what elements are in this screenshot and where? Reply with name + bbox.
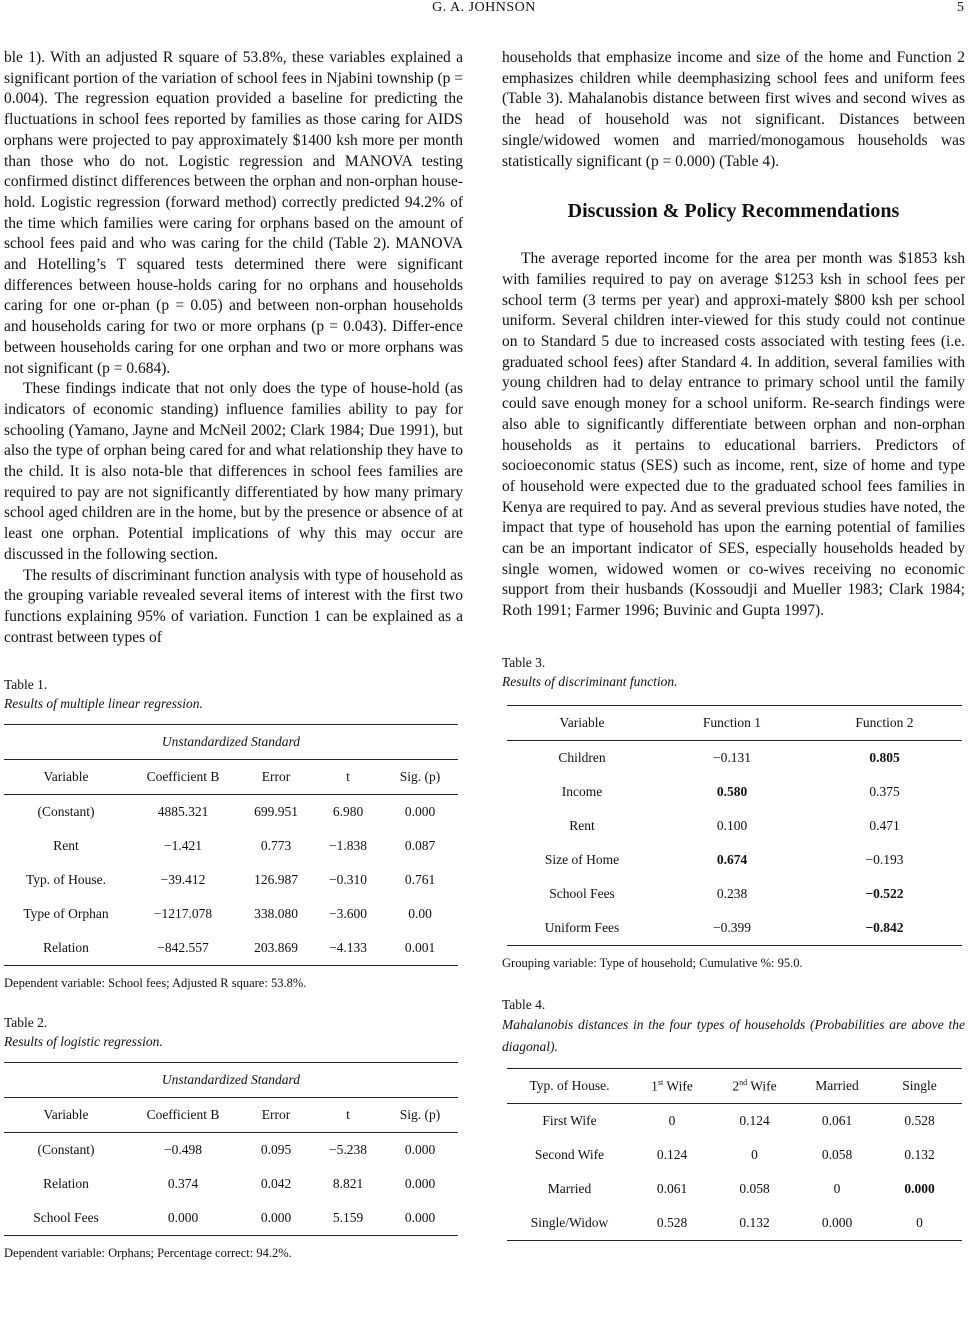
table-cell: −0.399 [713,919,751,935]
table-cell: −842.557 [157,940,209,956]
table-row [4,795,458,830]
table-1-title: Results of multiple linear regression. [4,696,203,712]
table-cell: 699.951 [254,804,298,820]
table-cell: 0 [751,1146,758,1162]
table-4-title-main: Mahalanobis distances in the four types of households [502,1016,806,1032]
table-row [507,1138,962,1172]
table-cell: 0.000 [404,1142,436,1158]
table-2-label: Table 2. [4,1015,48,1031]
table-1-note: Dependent variable: School fees; Adjusted R square: 53.8%. [4,976,307,991]
table-cell: (Constant) [37,1142,95,1158]
table-cell: 0.374 [167,1176,199,1192]
table-cell: Uniform Fees [544,919,620,935]
table-cell: 0.238 [716,885,748,901]
col-header-num: 2 [732,1078,740,1094]
table-cell: 0.100 [716,817,748,833]
table-2-header-row [4,1098,458,1133]
table-cell: School Fees [33,1210,99,1226]
col-header: Error [261,769,291,785]
col-header-text: Wife [747,1078,777,1094]
table-cell: 0.471 [869,817,900,833]
table-cell: 0.528 [904,1112,935,1128]
table-cell: 0.000 [260,1210,292,1226]
paragraph-discriminant: The results of discriminant function analysis with type of household as the grouping variable revealed several items of interest with the first two functions explaining 95% of variation. Function 1 can be explained as a contrast between types of [4,566,463,646]
table-row [4,1167,458,1201]
table-row [507,911,962,946]
table-cell: −5.238 [329,1142,367,1158]
col-header: t [346,1107,350,1123]
col-header: Variable [559,714,605,730]
table-cell: 0.773 [260,838,292,854]
table-cell: 0.061 [821,1112,853,1128]
table-cell: 0.000 [404,1210,436,1226]
table-row [507,1103,962,1138]
table-cell: Typ. of House. [25,872,107,888]
table-3 [502,653,965,971]
table-4 [502,995,965,1241]
table-cell: Rent [53,838,79,854]
table-cell: Single/Widow [530,1214,609,1230]
table-cell: Type of Orphan [23,906,109,922]
paragraph-discussion: The average reported income for the area per month was $1853 ksh with families required to pay on average $1253 ksh in school fees per school term (3 terms per year) and approxi-mately $800 ksh per school uniform. Several children inter-viewed for this study could not continue on to Standard 5 due to increased costs associated with testing fees (i.e. graduated school fees) after Standard 4. In addition, several families with young children had to delay entrance to primary school until the family could save enough money for a school uniform. Re-search findings were also able to significantly differentiate between orphan and non-orphan households as it pertains to educational barriers. Predictors of socioeconomic status (SES) such as income, rent, size of home and type of household were expected due to the graduated school fees families in Kenya are required to pay. And as several previous studies have noted, the impact that type of household has upon the earning potential of families can be an important indicator of SES, especially households headed by single women, widowed women or co-wives receiving no economic support from their husbands (Kossoudji and Mueller 1983; Clark 1984; Roth 1991; Farmer 1996; Buvinic and Gupta 1997). [502,250,965,620]
table-1-header-row [4,760,458,795]
table-row [507,1172,962,1206]
table-cell: Married [547,1180,592,1196]
table-row [4,829,458,863]
table-cell: Rent [569,817,595,833]
table-4-title: Mahalanobis distances in the four types of households (Probabilities are above the diagonal). [502,1016,965,1054]
table-cell: Second Wife [534,1146,605,1162]
table-3-label: Table 3. [502,654,546,670]
table-cell: Relation [43,1176,89,1192]
table-1-label: Table 1. [4,677,48,693]
table-cell: 0.042 [260,1176,292,1192]
table-cell: 0.132 [739,1214,770,1230]
table-cell: −0.193 [865,851,904,867]
table-2-note: Dependent variable: Orphans; Percentage correct: 94.2%. [4,1246,292,1261]
table-cell: −4.133 [329,940,367,956]
table-cell: −0.522 [865,885,904,901]
col-header: Sig. (p) [399,769,441,785]
table-row [4,1201,458,1236]
table-cell: 0.00 [408,906,432,922]
table-3-grid [507,705,962,946]
table-cell: 6.980 [332,804,364,820]
col-header: Coefficient B [146,1107,220,1123]
paragraph-continuation: ble 1). With an adjusted R square of 53.8%, these variables explained a significant portion of the variation of school fees in Njabini township (p = 0.004). The regression equation provided a baseline for predicting the fluctuations in school fees reported by families as those caring for AIDS orphans were projected to pay approximately $1400 ksh more per month than those who do not. Logistic regression and MANOVA testing confirmed distinct differences between the orphan and non-orphan house-hold. Logistic regression (forward method) correctly predicted 94.2% of the time which families were caring for orphans based on the amount of school fees paid and who was caring for the child (Table 2). MANOVA and Hotelling’s T squared tests determined there were significant differences between house-holds caring for no orphans and households caring for one or-phan (p = 0.05) and between non-orphan households and households caring for two or more orphans (p = 0.043). Differ-ence between households caring for one orphan and two or more orphans was not significant (p = 0.684). [4,49,464,377]
table-cell: 0.124 [739,1112,770,1128]
table-cell: 0.528 [656,1214,688,1230]
table-cell: Size of Home [544,851,620,867]
col-header [712,1068,797,1103]
table-cell: 0.761 [404,872,436,888]
col-header: Typ. of House. [529,1077,610,1093]
table-cell: −0.498 [164,1142,202,1158]
table-row [4,1133,458,1168]
table-cell: −1.421 [164,838,202,854]
table-1-group-header: Unstandardized Standard [4,725,458,760]
table-2-title: Results of logistic regression. [4,1034,163,1050]
table-cell: 0.095 [260,1142,292,1158]
table-4-title-note: Probabilities are above the diagonal [502,1016,965,1054]
col-header: Function 2 [855,714,914,730]
table-cell: 0 [668,1112,676,1128]
table-cell: −1217.078 [153,906,213,922]
col-header: t [346,769,350,785]
table-4-grid [507,1068,962,1241]
table-cell: −1.838 [329,838,367,854]
paragraph-continuation: households that emphasize income and size of the home and Function 2 emphasizes children while deemphasizing school fees and uniform fees (Table 3). Mahalanobis distance between first wives and second wives as the head of household was not significant. Distances between single/widowed women and married/monogamous households was statistically significant (p = 0.000) (Table 4). [502,49,965,170]
table-cell: 0.000 [404,804,436,820]
table-cell: 0.674 [716,851,748,867]
col-header: Variable [43,769,89,785]
table-cell: 0.001 [404,940,436,956]
page-number: 5 [957,0,964,15]
table-cell: 0.375 [869,783,900,799]
col-header: Function 1 [702,714,762,730]
running-header [0,0,968,20]
table-cell: 0.132 [904,1146,935,1162]
table-cell: 0.805 [869,749,900,765]
table-cell: 338.080 [254,906,298,922]
table-cell: 0.087 [404,838,436,854]
table-row [507,809,962,843]
col-header: Variable [43,1107,89,1123]
table-cell: −3.600 [329,906,367,922]
running-head-author: G. A. JOHNSON [432,0,536,15]
table-2-grid [4,1062,458,1236]
table-3-header-row [507,705,962,740]
table-cell: −0.842 [865,919,904,935]
col-header: Sig. (p) [399,1107,441,1123]
table-row [4,897,458,931]
table-2 [4,1013,463,1261]
col-header-ordinal: st [657,1077,664,1087]
table-cell: 0.061 [656,1180,688,1196]
col-header: Single [902,1077,937,1093]
table-cell: 0.580 [716,783,748,799]
table-cell: 0.000 [904,1180,935,1196]
right-column [502,48,965,1241]
table-row [4,863,458,897]
table-row [507,740,962,775]
table-cell: −0.131 [713,749,751,765]
table-cell: (Constant) [37,804,95,820]
table-row [507,775,962,809]
table-cell: Income [561,783,603,799]
table-row [507,843,962,877]
left-column [4,48,463,1261]
table-1-grid [4,724,458,966]
paragraph-findings: These findings indicate that not only does the type of house-hold (as indicators of economic standing) influence families ability to pay for schooling (Yamano, Jayne and McNeil 2002; Clark 1984; Due 1991), but also the type of orphan being cared for and what relationship they have to the child. It is also nota-ble that differences in school fees families are required to pay are not significantly differentiated by how many primary school aged children are in the home, but by the presence or absence of at least one orphan. Potential implications of why this may occur are discussed in the following section. [4,380,463,563]
table-cell: 0.058 [739,1180,770,1196]
col-header: Married [815,1077,859,1093]
table-3-title: Results of discriminant function. [502,673,678,689]
table-row [507,1206,962,1241]
table-cell: 8.821 [332,1176,364,1192]
table-cell: 0 [833,1180,841,1196]
table-4-label: Table 4. [502,996,546,1012]
table-cell: 203.869 [254,940,298,956]
table-cell: Relation [43,940,89,956]
col-header-ordinal: nd [739,1077,748,1087]
table-1 [4,675,463,991]
table-2-group-header: Unstandardized Standard [4,1063,458,1098]
table-cell: 0 [916,1214,923,1230]
table-cell: School Fees [549,885,615,901]
table-cell: First Wife [542,1112,597,1128]
col-header-num: 1 [651,1078,658,1094]
table-3-note: Grouping variable: Type of household; Cumulative %: 95.0. [502,955,803,970]
table-cell: 0.000 [167,1210,199,1226]
table-cell: 0.124 [656,1146,688,1162]
table-cell: −0.310 [329,872,367,888]
col-header-text: Wife [663,1078,693,1094]
table-cell: 4885.321 [157,804,209,820]
table-cell: −39.412 [160,872,206,888]
table-cell: 0.058 [821,1146,853,1162]
table-cell: 0.000 [821,1214,853,1230]
table-4-header-row [507,1068,962,1103]
table-cell: 0.000 [404,1176,436,1192]
section-heading: Discussion & Policy Recommendations [567,200,900,223]
table-cell: 126.987 [254,872,298,888]
table-row [4,931,458,966]
table-row [507,877,962,911]
table-cell: 5.159 [332,1210,364,1226]
col-header: Error [261,1107,291,1123]
col-header [632,1068,712,1103]
col-header: Coefficient B [146,769,220,785]
table-cell: Children [558,749,606,765]
